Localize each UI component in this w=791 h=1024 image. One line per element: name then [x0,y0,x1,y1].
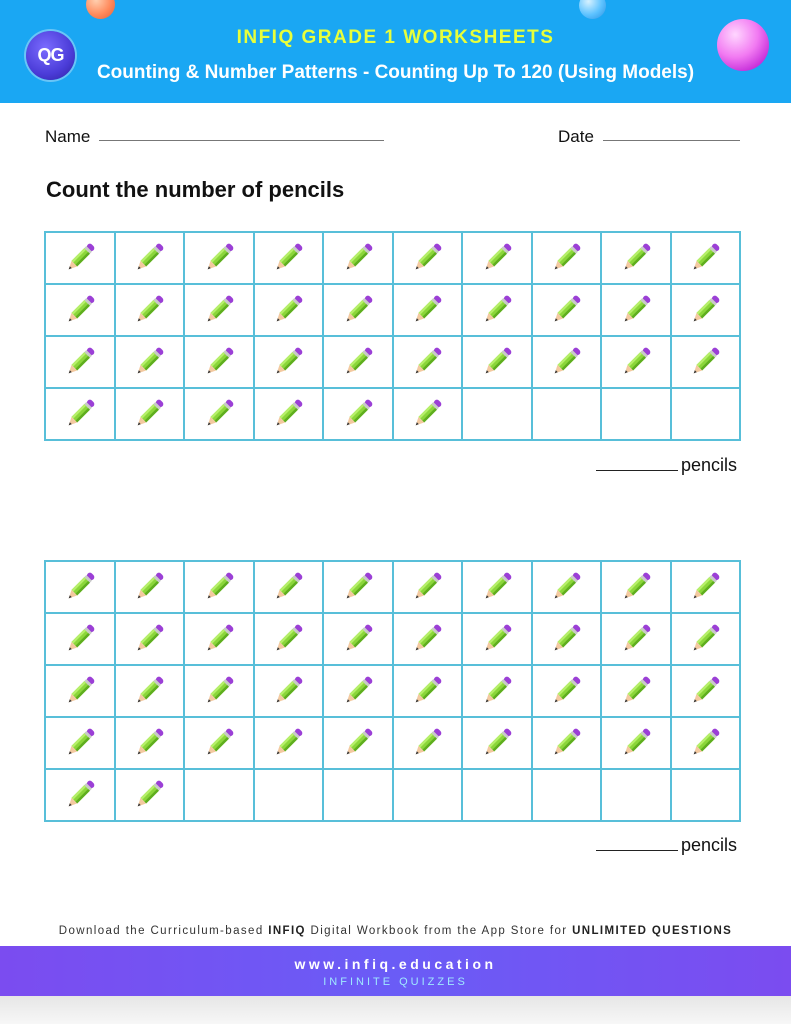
grid-cell [255,285,325,337]
grid-cell [324,562,394,614]
pencil-icon [477,671,517,711]
grid-cell [185,614,255,666]
grid-cell [255,337,325,389]
pencil-icon [546,342,586,382]
pencil-icon [685,290,725,330]
grid-cell [533,285,603,337]
grid-cell [463,718,533,770]
grid-cell [602,770,672,822]
grid-cell [394,389,464,441]
pencil-icon [268,290,308,330]
pencil-icon [685,671,725,711]
grid-cell [324,337,394,389]
grid-cell [672,233,742,285]
grid-cell [463,614,533,666]
answer-blank-2[interactable] [596,849,678,851]
grid-cell [185,233,255,285]
pencil-icon [407,290,447,330]
grid-cell [394,614,464,666]
grid-cell [46,285,116,337]
grid-cell [672,718,742,770]
pencil-icon [407,342,447,382]
pencil-icon [616,238,656,278]
pencil-icon [407,567,447,607]
pencil-icon [199,671,239,711]
pencil-icon [546,290,586,330]
grid-cell [394,233,464,285]
date-field[interactable] [603,140,740,141]
promo-brand: INFIQ [268,925,306,937]
grid-cell [672,562,742,614]
pencil-icon [616,567,656,607]
pencil-icon [129,567,169,607]
pencil-grid-2 [44,560,741,822]
grid-cell [672,770,742,822]
grid-cell [46,337,116,389]
pencil-icon [477,567,517,607]
pencil-icon [546,238,586,278]
grid-cell [185,562,255,614]
grid-cell [185,666,255,718]
name-label: Name [45,127,91,146]
grid-cell [602,614,672,666]
grid-cell [463,666,533,718]
grid-cell [394,666,464,718]
grid-cell [672,285,742,337]
pencil-icon [199,567,239,607]
pencil-icon [546,671,586,711]
grid-cell [185,770,255,822]
grid-cell [116,562,186,614]
grid-cell [46,718,116,770]
pencil-icon [338,290,378,330]
header-banner [0,0,791,103]
pencil-icon [129,394,169,434]
grid-cell [533,337,603,389]
pencil-icon [338,238,378,278]
grid-cell [324,718,394,770]
grid-cell [46,614,116,666]
grid-cell [255,614,325,666]
pencil-icon [407,723,447,763]
grid-cell [533,389,603,441]
grid-cell [672,614,742,666]
grid-cell [533,718,603,770]
pencil-icon [60,342,100,382]
pencil-icon [546,619,586,659]
grid-cell [324,233,394,285]
answer-unit-label-1: pencils [680,455,737,475]
footer-tagline: INFINITE QUIZZES [323,976,468,988]
pencil-icon [546,723,586,763]
grid-cell [116,233,186,285]
grid-cell [116,389,186,441]
grid-cell [255,770,325,822]
grid-cell [116,337,186,389]
pencil-icon [338,619,378,659]
grid-cell [324,389,394,441]
grid-cell [394,718,464,770]
answer-blank-1[interactable] [596,469,678,471]
answer-area-2 [596,835,737,856]
pencil-icon [60,394,100,434]
grid-cell [533,233,603,285]
grid-cell [116,718,186,770]
pencil-icon [60,775,100,815]
date-label: Date [558,127,594,146]
pencil-icon [129,671,169,711]
grid-cell [672,389,742,441]
answer-area-1 [596,455,737,476]
pencil-icon [685,619,725,659]
pencil-icon [407,619,447,659]
grid-cell [602,562,672,614]
grid-cell [394,770,464,822]
grid-cell [46,562,116,614]
pencil-icon [616,723,656,763]
grid-cell [46,666,116,718]
grid-cell [185,389,255,441]
pencil-icon [268,723,308,763]
pencil-icon [685,342,725,382]
pencil-icon [60,567,100,607]
pencil-icon [199,723,239,763]
promo-emphasis: UNLIMITED QUESTIONS [572,925,733,937]
pencil-icon [338,342,378,382]
grid-cell [394,285,464,337]
promo-prefix: Download the Curriculum-based [58,925,269,937]
grid-cell [46,770,116,822]
pencil-icon [60,290,100,330]
name-field[interactable] [99,140,384,141]
pencil-icon [338,671,378,711]
pencil-icon [407,238,447,278]
grid-cell [324,666,394,718]
grid-cell [116,770,186,822]
pencil-icon [407,394,447,434]
grid-cell [46,233,116,285]
grid-cell [463,233,533,285]
pencil-icon [129,238,169,278]
grid-cell [255,718,325,770]
grid-cell [324,770,394,822]
grid-cell [602,666,672,718]
pencil-icon [477,723,517,763]
pencil-icon [546,567,586,607]
grid-cell [116,285,186,337]
pencil-icon [129,342,169,382]
pencil-icon [338,394,378,434]
grid-cell [185,718,255,770]
grid-cell [463,770,533,822]
pencil-icon [338,567,378,607]
pencil-icon [268,394,308,434]
pencil-icon [477,238,517,278]
footer-url-link[interactable]: www.infiq.education [294,956,497,972]
infiq-logo-icon: QG [26,31,75,80]
decorative-ball-blue [579,0,606,19]
grid-cell [533,614,603,666]
app-store-promo [0,925,791,937]
grid-cell [255,233,325,285]
promo-middle: Digital Workbook from the App Store for [305,925,573,937]
pencil-icon [268,567,308,607]
pencil-icon [338,723,378,763]
grid-cell [185,337,255,389]
grid-cell [255,562,325,614]
pencil-icon [685,238,725,278]
pencil-icon [199,342,239,382]
grid-cell [463,562,533,614]
pencil-icon [268,238,308,278]
worksheet-subtitle: Counting & Number Patterns - Counting Up To 120 (Using Models) [96,62,695,83]
instruction-heading: Count the number of pencils [46,177,345,202]
pencil-icon [477,342,517,382]
pencil-icon [477,290,517,330]
grid-cell [533,770,603,822]
answer-unit-label-2: pencils [680,835,737,855]
pencil-icon [268,619,308,659]
grid-cell [394,337,464,389]
pencil-icon [60,723,100,763]
pencil-icon [616,671,656,711]
brand-title: INFIQ GRADE 1 WORKSHEETS [236,27,555,48]
grid-cell [463,337,533,389]
grid-cell [463,389,533,441]
footer-banner [0,946,791,996]
grid-cell [324,614,394,666]
grid-cell [602,233,672,285]
pencil-icon [199,619,239,659]
grid-cell [255,389,325,441]
pencil-icon [129,619,169,659]
pencil-icon [199,394,239,434]
grid-cell [394,562,464,614]
grid-cell [185,285,255,337]
pencil-icon [477,619,517,659]
grid-cell [463,285,533,337]
grid-cell [672,666,742,718]
grid-cell [116,666,186,718]
pencil-icon [616,290,656,330]
grid-cell [602,718,672,770]
pencil-icon [407,671,447,711]
pencil-icon [616,342,656,382]
pencil-icon [129,723,169,763]
pencil-icon [268,671,308,711]
grid-cell [324,285,394,337]
grid-cell [672,337,742,389]
grid-cell [602,285,672,337]
pencil-grid-1 [44,231,741,441]
pencil-icon [60,671,100,711]
pencil-icon [685,567,725,607]
grid-cell [602,389,672,441]
grid-cell [533,562,603,614]
pencil-icon [60,238,100,278]
grid-cell [255,666,325,718]
pencil-icon [129,775,169,815]
grid-cell [46,389,116,441]
pencil-icon [199,238,239,278]
pencil-icon [129,290,169,330]
pencil-icon [268,342,308,382]
decorative-ball-orange [86,0,115,19]
pencil-icon [616,619,656,659]
pencil-icon [199,290,239,330]
grid-cell [116,614,186,666]
grid-cell [533,666,603,718]
pencil-icon [685,723,725,763]
pencil-icon [60,619,100,659]
grid-cell [602,337,672,389]
bottom-strip [0,996,791,1024]
